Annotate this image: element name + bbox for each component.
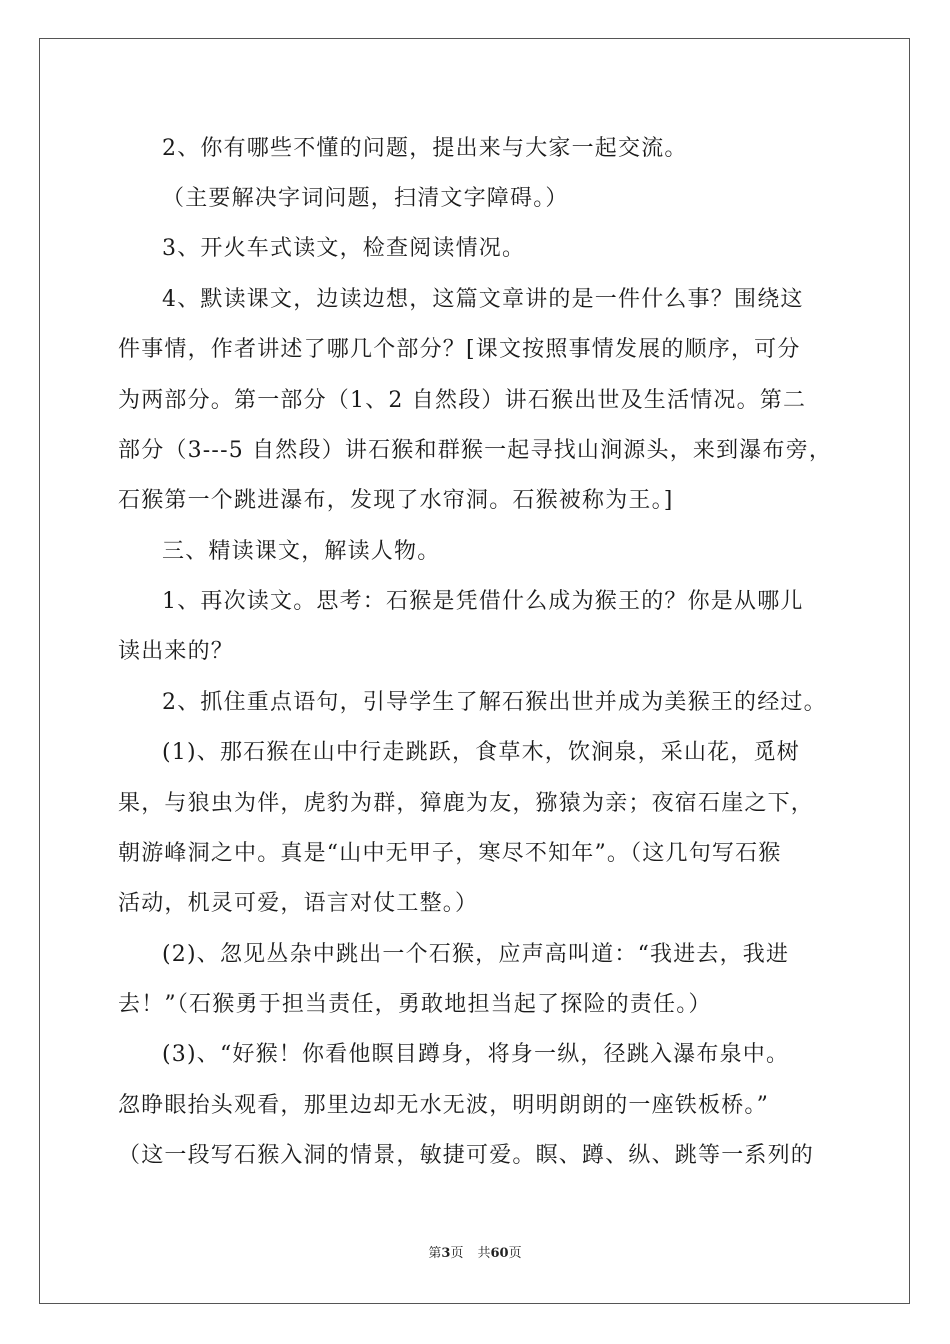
- text-line: 朝游峰洞之中。真是“山中无甲子，寒尽不知年”。（这几句写石猴: [118, 841, 782, 866]
- text-line: (3)、“好猴！你看他瞑目蹲身，将身一纵，径跳入瀑布泉中。: [162, 1042, 790, 1067]
- text-line: (1)、那石猴在山中行走跳跃，食草木，饮涧泉，采山花，觅树: [162, 740, 800, 765]
- text-line: 果，与狼虫为伴，虎豹为群，獐鹿为友，猕猿为亲；夜宿石崖之下，: [118, 791, 815, 816]
- text-line: 石猴第一个跳进瀑布，发现了水帘洞。石猴被称为王。]: [118, 488, 674, 513]
- page-footer: [0, 1245, 950, 1263]
- text-line: 为两部分。第一部分（1、2 自然段）讲石猴出世及生活情况。第二: [118, 388, 807, 413]
- text-line: 2、抓住重点语句，引导学生了解石猴出世并成为美猴王的经过。: [162, 690, 827, 715]
- section-heading: 三、精读课文，解读人物。: [162, 539, 441, 564]
- text-line: （这一段写石猴入洞的情景，敏捷可爱。瞑、蹲、纵、跳等一系列的: [118, 1143, 815, 1168]
- page-suffix: 页: [450, 1246, 464, 1261]
- text-line: （主要解决字词问题，扫清文字障碍。）: [162, 186, 569, 211]
- text-line: 部分（3---5 自然段）讲石猴和群猴一起寻找山涧源头，来到瀑布旁，: [118, 438, 833, 463]
- text-line: (2)、忽见丛杂中跳出一个石猴，应声高叫道：“我进去，我进: [162, 942, 790, 967]
- text-line: 2、你有哪些不懂的问题，提出来与大家一起交流。: [162, 136, 688, 161]
- text-line: 3、开火车式读文，检查阅读情况。: [162, 236, 526, 261]
- total-prefix: 共: [477, 1246, 491, 1261]
- text-line: 4、默读课文，边读边想，这篇文章讲的是一件什么事？围绕这: [162, 287, 804, 312]
- total-suffix: 页: [508, 1246, 522, 1261]
- text-line: 去！”（石猴勇于担当责任，勇敢地担当起了探险的责任。）: [118, 992, 712, 1017]
- text-line: 活动，机灵可爱，语言对仗工整。）: [118, 891, 479, 916]
- text-line: 件事情，作者讲述了哪几个部分？[课文按照事情发展的顺序，可分: [118, 337, 801, 362]
- text-line: 忽睁眼抬头观看，那里边却无水无波，明明朗朗的一座铁板桥。”: [118, 1093, 770, 1118]
- text-line: 读出来的？: [118, 639, 235, 664]
- page-prefix: 第: [428, 1246, 442, 1261]
- text-line: 1、再次读文。思考：石猴是凭借什么成为猴王的？你是从哪儿: [162, 589, 804, 614]
- page-number: 3: [441, 1246, 451, 1261]
- total-pages: 60: [490, 1246, 509, 1261]
